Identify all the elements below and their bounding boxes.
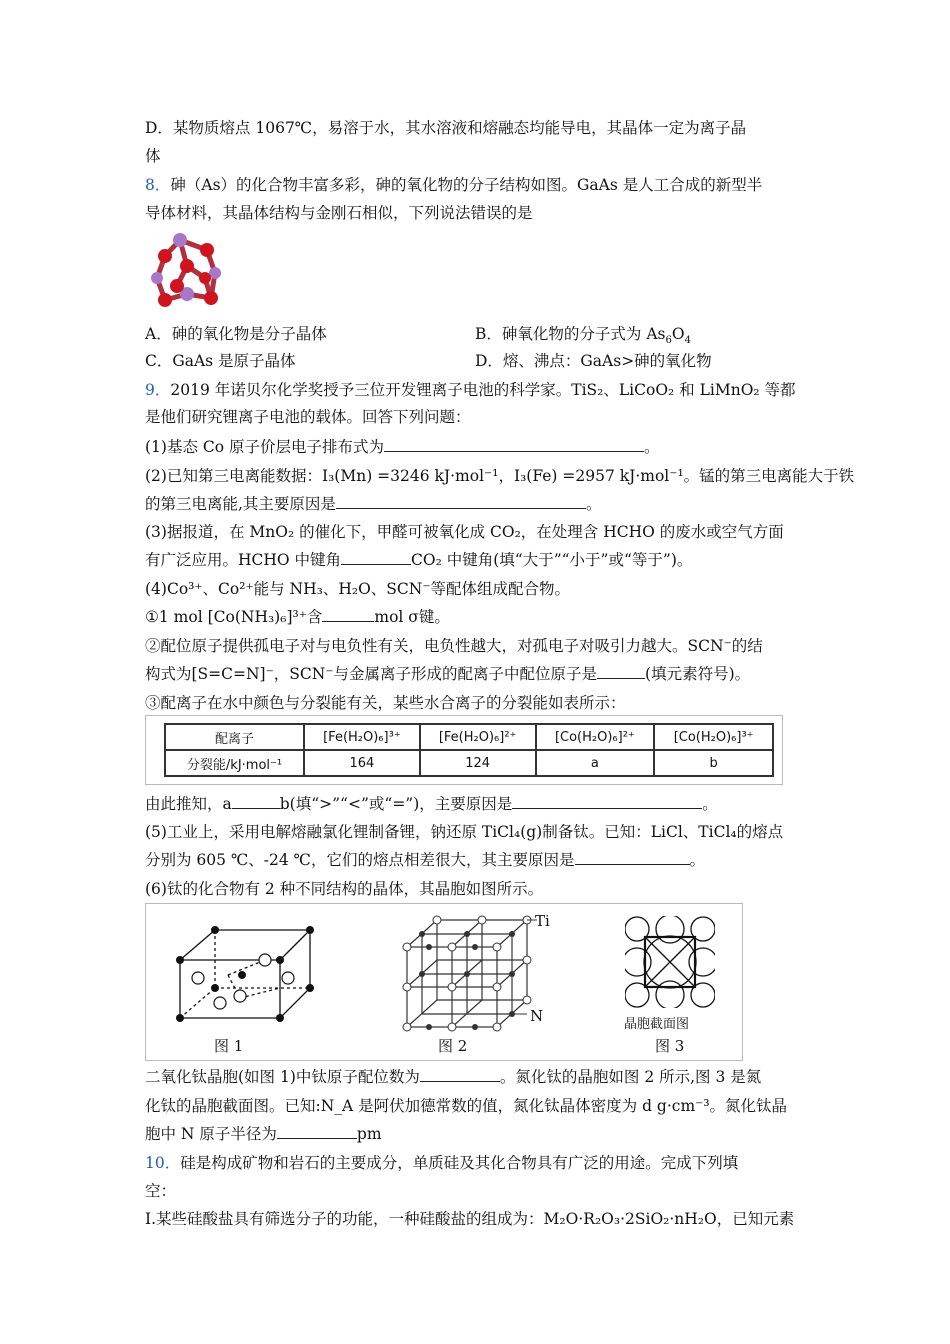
- answer-blank[interactable]: [420, 1067, 500, 1082]
- q10-text-3: I.某些硅酸盐具有筛选分子的功能，一种硅酸盐的组成为：M₂O·R₂O₃·2SiO₂·nH₂O，已知元素: [145, 1210, 795, 1228]
- tio2-unit-cell-image: [160, 918, 320, 1023]
- table-cell: b: [654, 750, 773, 776]
- inference-line: 由此推知，a b(填“>”“<”或“=”)，主要原因是 。: [145, 795, 718, 813]
- answer-blank[interactable]: [277, 1124, 357, 1139]
- table-header-row: [165, 724, 773, 750]
- answer-blank[interactable]: [575, 850, 690, 865]
- q9-part-3a: (3)据报道，在 MnO₂ 的催化下，甲醛可被氧化成 CO₂，在处理含 HCHO 的废水或空气方面: [145, 523, 784, 541]
- figure-1-caption: 图 1: [214, 1037, 244, 1055]
- q9-part-1: (1)基态 Co 原子价层电子排布式为 。: [145, 438, 660, 456]
- answer-blank[interactable]: [322, 607, 374, 622]
- q10-text-2: 空：: [145, 1182, 177, 1200]
- tin-cross-section-image: [625, 916, 715, 1008]
- answer-blank[interactable]: [512, 794, 702, 809]
- answer-blank[interactable]: [232, 794, 280, 809]
- q9-part-4-2b: 构式为[S=C=N]⁻，SCN⁻与金属离子形成的配离子中配位原子是 (填元素符号)。: [145, 665, 751, 683]
- table-header-cell: [Co(H₂O)₆]³⁺: [654, 724, 773, 750]
- table-header-cell: [Co(H₂O)₆]²⁺: [536, 724, 655, 750]
- table-cell: 分裂能/kJ·mol⁻¹: [165, 750, 304, 776]
- table-cell: 124: [420, 750, 536, 776]
- q8-text-1: 8．砷（As）的化合物丰富多彩，砷的氧化物的分子结构如图。GaAs 是人工合成的新型半: [145, 176, 763, 194]
- figure-3-caption: 图 3: [655, 1037, 685, 1055]
- table-header-cell: [Fe(H₂O)₆]²⁺: [420, 724, 536, 750]
- q9-part-2a: (2)已知第三电离能数据：I₃(Mn) =3246 kJ·mol⁻¹，I₃(Fe) =2957 kJ·mol⁻¹。锰的第三电离能大于铁: [145, 467, 855, 485]
- table-cell: 164: [304, 750, 420, 776]
- q10-number: 10．: [145, 1154, 181, 1172]
- q9-text-2: 是他们研究锂离子电池的载体。回答下列问题：: [145, 408, 471, 426]
- q9-part-3b: 有广泛应用。HCHO 中键角 CO₂ 中键角(填“大于”“小于”或“等于”)。: [145, 551, 693, 569]
- q8-text-2: 导体材料，其晶体结构与金刚石相似，下列说法错误的是: [145, 204, 533, 222]
- q8-option-c: C．GaAs 是原子晶体: [145, 352, 296, 370]
- q8-option-a: A．砷的氧化物是分子晶体: [145, 325, 327, 343]
- q10-text-1: 10．硅是构成矿物和岩石的主要成分，单质硅及其化合物具有广泛的用途。完成下列填: [145, 1154, 739, 1172]
- tin-unit-cell-image: [395, 912, 550, 1032]
- tin-line-2: 胞中 N 原子半径为 pm: [145, 1125, 382, 1143]
- tio2-line: 二氧化钛晶胞(如图 1)中钛原子配位数为 。氮化钛的晶胞如图 2 所示,图 3 是氮: [145, 1068, 762, 1086]
- q8-option-d: D．熔、沸点：GaAs>砷的氧化物: [475, 352, 712, 370]
- answer-blank[interactable]: [384, 437, 644, 452]
- figure-2-caption: 图 2: [438, 1037, 468, 1055]
- splitting-energy-table: [164, 723, 774, 777]
- ti-label: Ti: [535, 912, 550, 930]
- option-d-line: D．某物质熔点 1067℃，易溶于水，其水溶液和熔融态均能导电，其晶体一定为离子晶: [145, 119, 747, 137]
- q9-part-2b: 的第三电离能,其主要原因是 。: [145, 495, 602, 513]
- q9-part-4-1: ①1 mol [Co(NH₃)₆]³⁺含 mol σ键。: [145, 608, 450, 626]
- answer-blank[interactable]: [336, 494, 586, 509]
- q9-part-6: (6)钛的化合物有 2 种不同结构的晶体，其晶胞如图所示。: [145, 880, 544, 898]
- cross-section-label: 晶胞截面图: [624, 1017, 690, 1032]
- option-d-line-cont: 体: [145, 147, 161, 165]
- q9-part-4: (4)Co³⁺、Co²⁺能与 NH₃、H₂O、SCN⁻等配体组成配合物。: [145, 580, 571, 598]
- q8-option-b: B．砷氧化物的分子式为 $As_6O_4$: [475, 325, 691, 347]
- q9-part-4-3: ③配离子在水中颜色与分裂能有关，某些水合离子的分裂能如表所示：: [145, 694, 626, 712]
- table-header-cell: 配离子: [165, 724, 304, 750]
- table-cell: a: [536, 750, 655, 776]
- n-label: N: [530, 1007, 544, 1025]
- q9-number: 9．: [145, 381, 171, 399]
- q9-text-1: 9．2019 年诺贝尔化学奖授予三位开发锂离子电池的科学家。TiS₂、LiCoO₂ 和 LiMnO₂ 等都: [145, 381, 796, 399]
- table-row: [165, 750, 773, 776]
- q9-part-5b: 分别为 605 ℃、-24 ℃，它们的熔点相差很大，其主要原因是 。: [145, 851, 706, 869]
- arsenic-oxide-molecule-image: [145, 228, 230, 313]
- q9-part-4-2a: ②配位原子提供孤电子对与电负性有关，电负性越大，对孤电子对吸引力越大。SCN⁻的结: [145, 637, 763, 655]
- q8-number: 8．: [145, 176, 171, 194]
- tin-line-1: 化钛的晶胞截面图。已知:N_A 是阿伏加德常数的值，氮化钛晶体密度为 d g·cm⁻³。氮化钛晶: [145, 1097, 788, 1115]
- answer-blank[interactable]: [597, 664, 645, 679]
- q9-part-5a: (5)工业上，采用电解熔融氯化锂制备锂，钠还原 TiCl₄(g)制备钛。已知：LiCl、TiCl₄的熔点: [145, 823, 784, 841]
- answer-blank[interactable]: [341, 550, 411, 565]
- table-header-cell: [Fe(H₂O)₆]³⁺: [304, 724, 420, 750]
